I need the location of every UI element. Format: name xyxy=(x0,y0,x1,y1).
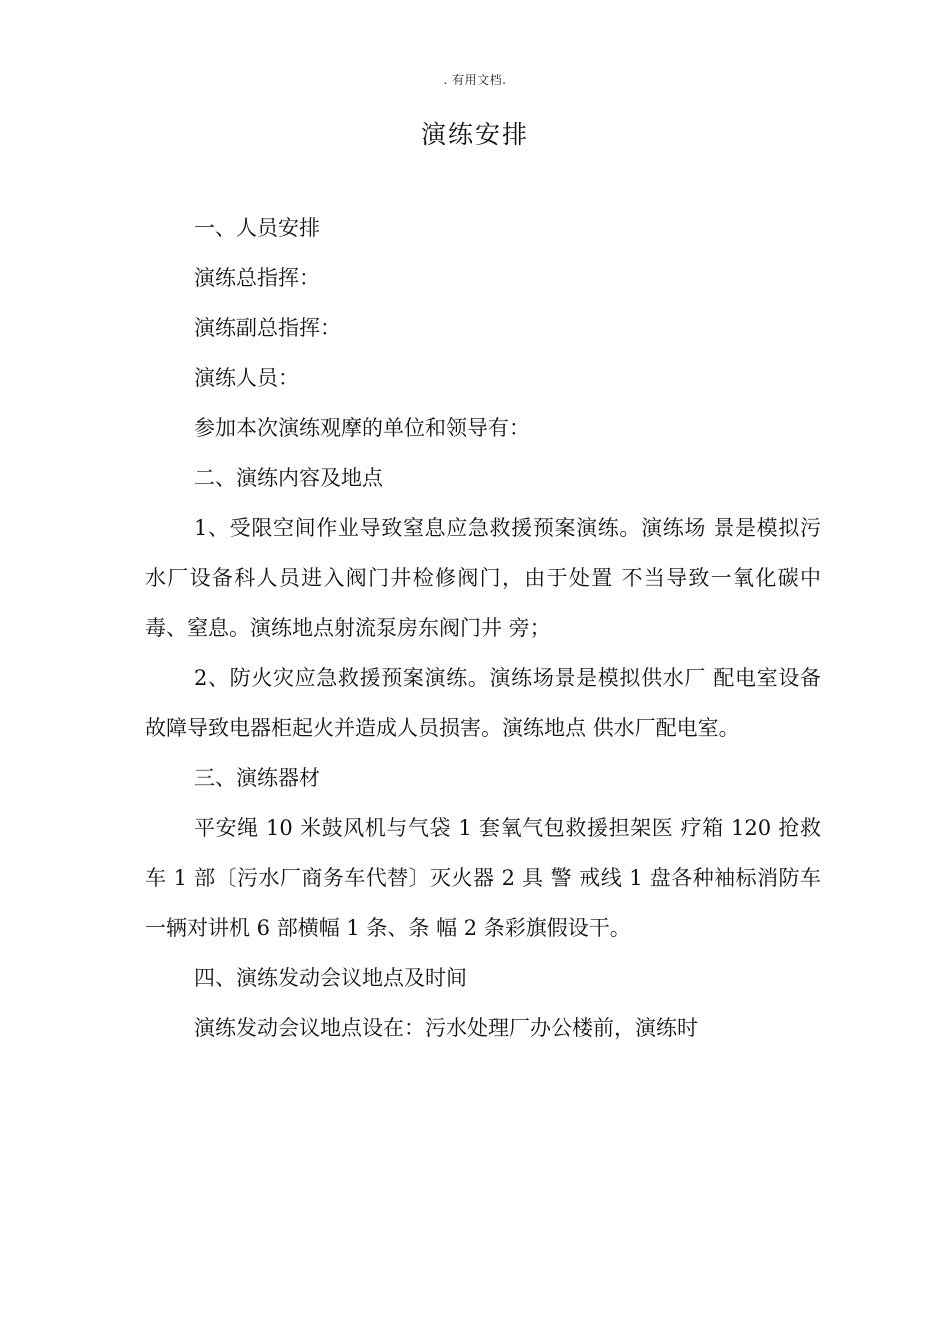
chief-commander-line: 演练总指挥： xyxy=(194,266,320,290)
document-title: 演练安排 xyxy=(420,120,529,149)
section-heading-content: 二、演练内容及地点 xyxy=(194,466,383,490)
document-body xyxy=(145,203,821,1053)
drill-item-confined-space: 1、受限空间作业导致窒息应急救援预案演练。演练场 景是模拟污水厂设备科人员进入阀门井检修阀门，由于处置 不当导致一氧化碳中毒、窒息。演练地点射流泵房东阀门井 旁； xyxy=(145,516,821,640)
section-heading-equipment: 三、演练器材 xyxy=(194,766,320,790)
section-heading-meeting: 四、演练发动会议地点及时间 xyxy=(194,966,467,990)
drill-item-fire: 2、防火灾应急救援预案演练。演练场景是模拟供水厂 配电室设备故障导致电器柜起火并造成人员损害。演练地点 供水厂配电室。 xyxy=(145,666,821,740)
equipment-list: 平安绳 10 米鼓风机与气袋 1 套氧气包救援担架医 疗箱 120 抢救车 1 部〔污水厂商务车代替〕灭火器 2 具 警 戒线 1 盘各种袖标消防车一辆对讲机 6 部横幅 1 条、条 幅 2 条彩旗假设干。 xyxy=(145,816,821,940)
deputy-commander-line: 演练副总指挥： xyxy=(194,316,341,340)
observers-line: 参加本次演练观摩的单位和领导有： xyxy=(194,416,530,440)
drill-personnel-line: 演练人员： xyxy=(194,366,299,390)
meeting-location-line: 演练发动会议地点设在：污水处理厂办公楼前，演练时 xyxy=(194,1016,698,1040)
header-note: . 有用文档. xyxy=(443,73,507,87)
section-heading-personnel: 一、人员安排 xyxy=(194,216,320,240)
